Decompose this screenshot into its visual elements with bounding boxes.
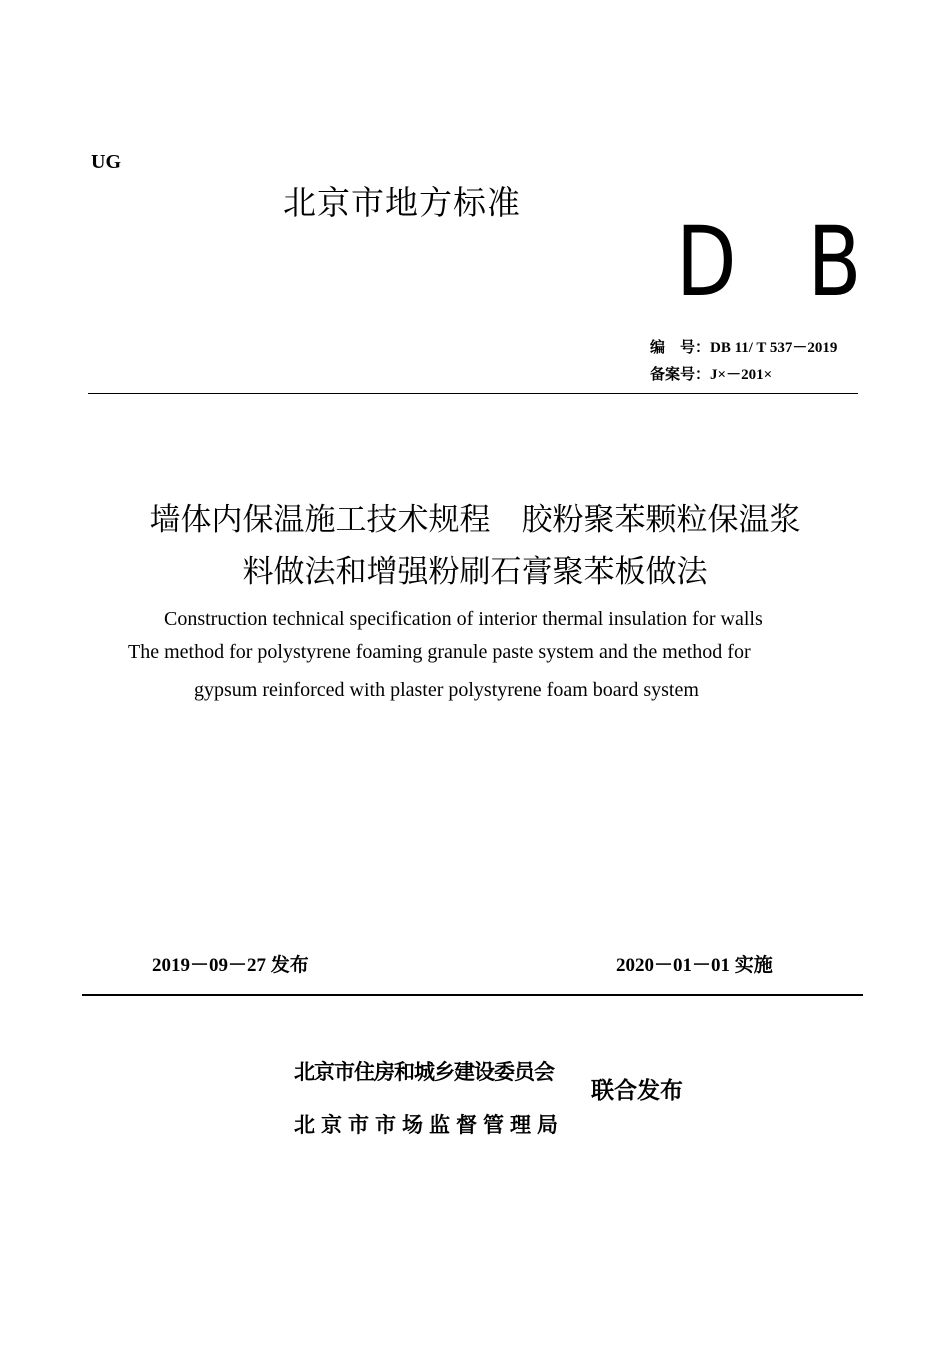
title-en-line-1: Construction technical specification of interior thermal insulation for walls [164,608,763,630]
implementation-date: 2020－01－01 实施 [616,955,773,976]
standard-code-value: DB 11/ T 537－2019 [710,340,838,356]
classification-code: UG [91,151,121,173]
title-cn-line-2: 料做法和增强粉刷石膏聚苯板做法 [242,554,708,590]
header-divider [88,393,858,394]
issuer-market-supervision: 北京市市场监督管理局 [294,1113,564,1137]
footer-divider [82,994,863,996]
issue-date: 2019－09－27 发布 [152,955,309,976]
standard-code-label: 编 号： [650,340,711,356]
joint-release-label: 联合发布 [591,1078,683,1104]
issuer-housing-commission: 北京市住房和城乡建设委员会 [294,1060,554,1084]
title-en-line-2: The method for polystyrene foaming granule paste system and the method for [128,641,751,663]
db-mark: D B [676,206,885,318]
standard-code [650,339,837,357]
record-number [650,366,772,384]
record-number-value: J×－201× [710,367,773,383]
standard-category-title: 北京市地方标准 [283,183,521,222]
record-number-label: 备案号： [650,367,711,383]
title-en-line-3: gypsum reinforced with plaster polystyrene foam board system [194,679,699,701]
title-cn-line-1: 墙体内保温施工技术规程 胶粉聚苯颗粒保温浆 [149,502,801,538]
